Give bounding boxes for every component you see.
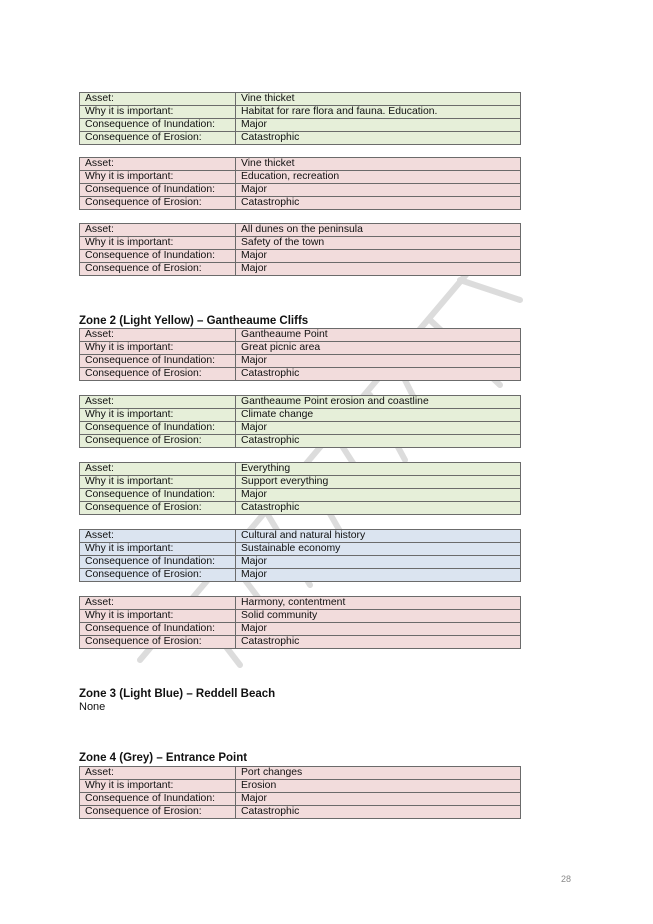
inundation-value: Major (236, 623, 521, 636)
erosion-value: Catastrophic (236, 197, 521, 210)
table-row (80, 93, 521, 106)
table-row (80, 463, 521, 476)
table-row (80, 793, 521, 806)
asset-label: Asset: (80, 463, 236, 476)
table-row (80, 767, 521, 780)
table-row (80, 184, 521, 197)
why-value: Erosion (236, 780, 521, 793)
table-row (80, 422, 521, 435)
why-value: Great picnic area (236, 342, 521, 355)
asset-label: Asset: (80, 329, 236, 342)
asset-table-4 (79, 328, 521, 381)
table-row (80, 342, 521, 355)
table-row (80, 396, 521, 409)
why-value: Support everything (236, 476, 521, 489)
table-row (80, 530, 521, 543)
inundation-label: Consequence of Inundation: (80, 422, 236, 435)
asset-value: Vine thicket (236, 158, 521, 171)
why-label: Why it is important: (80, 610, 236, 623)
table-row (80, 250, 521, 263)
asset-label: Asset: (80, 396, 236, 409)
table-row (80, 610, 521, 623)
inundation-value: Major (236, 489, 521, 502)
asset-table (79, 395, 521, 448)
erosion-label: Consequence of Erosion: (80, 569, 236, 582)
why-value: Sustainable economy (236, 543, 521, 556)
erosion-label: Consequence of Erosion: (80, 197, 236, 210)
inundation-value: Major (236, 119, 521, 132)
zone-3-text: None (79, 701, 106, 713)
inundation-label: Consequence of Inundation: (80, 119, 236, 132)
asset-table (79, 596, 521, 649)
why-label: Why it is important: (80, 780, 236, 793)
table-row (80, 158, 521, 171)
asset-value: Cultural and natural history (236, 530, 521, 543)
table-row (80, 106, 521, 119)
table-row (80, 435, 521, 448)
why-label: Why it is important: (80, 171, 236, 184)
asset-label: Asset: (80, 597, 236, 610)
table-row (80, 623, 521, 636)
table-row (80, 197, 521, 210)
inundation-value: Major (236, 355, 521, 368)
table-row (80, 543, 521, 556)
asset-table-8 (79, 596, 521, 649)
asset-table-5 (79, 395, 521, 448)
table-row (80, 409, 521, 422)
why-label: Why it is important: (80, 237, 236, 250)
table-row (80, 597, 521, 610)
inundation-value: Major (236, 422, 521, 435)
why-value: Solid community (236, 610, 521, 623)
asset-table-9 (79, 766, 521, 819)
erosion-label: Consequence of Erosion: (80, 368, 236, 381)
asset-table-2 (79, 157, 521, 210)
table-row (80, 368, 521, 381)
asset-table (79, 529, 521, 582)
why-value: Habitat for rare flora and fauna. Education. (236, 106, 521, 119)
inundation-value: Major (236, 184, 521, 197)
asset-table (79, 92, 521, 145)
table-row (80, 119, 521, 132)
inundation-label: Consequence of Inundation: (80, 250, 236, 263)
erosion-value: Catastrophic (236, 502, 521, 515)
zone-4-heading: Zone 4 (Grey) – Entrance Point (79, 752, 248, 764)
asset-label: Asset: (80, 767, 236, 780)
erosion-value: Catastrophic (236, 636, 521, 649)
inundation-label: Consequence of Inundation: (80, 355, 236, 368)
table-row (80, 237, 521, 250)
asset-value: Gantheaume Point erosion and coastline (236, 396, 521, 409)
why-label: Why it is important: (80, 342, 236, 355)
asset-table-1 (79, 92, 521, 145)
asset-table (79, 157, 521, 210)
asset-table-6 (79, 462, 521, 515)
table-row (80, 806, 521, 819)
table-row (80, 636, 521, 649)
table-row (80, 355, 521, 368)
asset-value: Harmony, contentment (236, 597, 521, 610)
erosion-label: Consequence of Erosion: (80, 435, 236, 448)
table-row (80, 263, 521, 276)
table-row (80, 569, 521, 582)
table-row (80, 329, 521, 342)
why-value: Safety of the town (236, 237, 521, 250)
inundation-label: Consequence of Inundation: (80, 489, 236, 502)
inundation-label: Consequence of Inundation: (80, 793, 236, 806)
asset-value: Gantheaume Point (236, 329, 521, 342)
why-value: Education, recreation (236, 171, 521, 184)
erosion-label: Consequence of Erosion: (80, 806, 236, 819)
asset-value: Everything (236, 463, 521, 476)
table-row (80, 556, 521, 569)
table-row (80, 224, 521, 237)
table-row (80, 489, 521, 502)
table-row (80, 502, 521, 515)
asset-value: Vine thicket (236, 93, 521, 106)
erosion-value: Catastrophic (236, 132, 521, 145)
asset-label: Asset: (80, 93, 236, 106)
asset-label: Asset: (80, 530, 236, 543)
why-label: Why it is important: (80, 409, 236, 422)
erosion-value: Major (236, 569, 521, 582)
inundation-label: Consequence of Inundation: (80, 623, 236, 636)
erosion-label: Consequence of Erosion: (80, 502, 236, 515)
erosion-label: Consequence of Erosion: (80, 263, 236, 276)
inundation-label: Consequence of Inundation: (80, 184, 236, 197)
erosion-value: Catastrophic (236, 806, 521, 819)
erosion-label: Consequence of Erosion: (80, 132, 236, 145)
page-number: 28 (561, 874, 572, 884)
asset-table-3 (79, 223, 521, 276)
table-row (80, 171, 521, 184)
why-label: Why it is important: (80, 543, 236, 556)
table-row (80, 132, 521, 145)
asset-table (79, 223, 521, 276)
erosion-label: Consequence of Erosion: (80, 636, 236, 649)
inundation-value: Major (236, 250, 521, 263)
erosion-value: Catastrophic (236, 435, 521, 448)
why-value: Climate change (236, 409, 521, 422)
asset-label: Asset: (80, 224, 236, 237)
asset-value: All dunes on the peninsula (236, 224, 521, 237)
zone-2-heading: Zone 2 (Light Yellow) – Gantheaume Cliffs (79, 315, 309, 327)
inundation-value: Major (236, 556, 521, 569)
inundation-value: Major (236, 793, 521, 806)
table-row (80, 476, 521, 489)
asset-label: Asset: (80, 158, 236, 171)
asset-value: Port changes (236, 767, 521, 780)
asset-table (79, 462, 521, 515)
zone-3-heading: Zone 3 (Light Blue) – Reddell Beach (79, 688, 276, 700)
why-label: Why it is important: (80, 106, 236, 119)
asset-table (79, 766, 521, 819)
inundation-label: Consequence of Inundation: (80, 556, 236, 569)
asset-table (79, 328, 521, 381)
table-row (80, 780, 521, 793)
asset-table-7 (79, 529, 521, 582)
erosion-value: Major (236, 263, 521, 276)
erosion-value: Catastrophic (236, 368, 521, 381)
why-label: Why it is important: (80, 476, 236, 489)
